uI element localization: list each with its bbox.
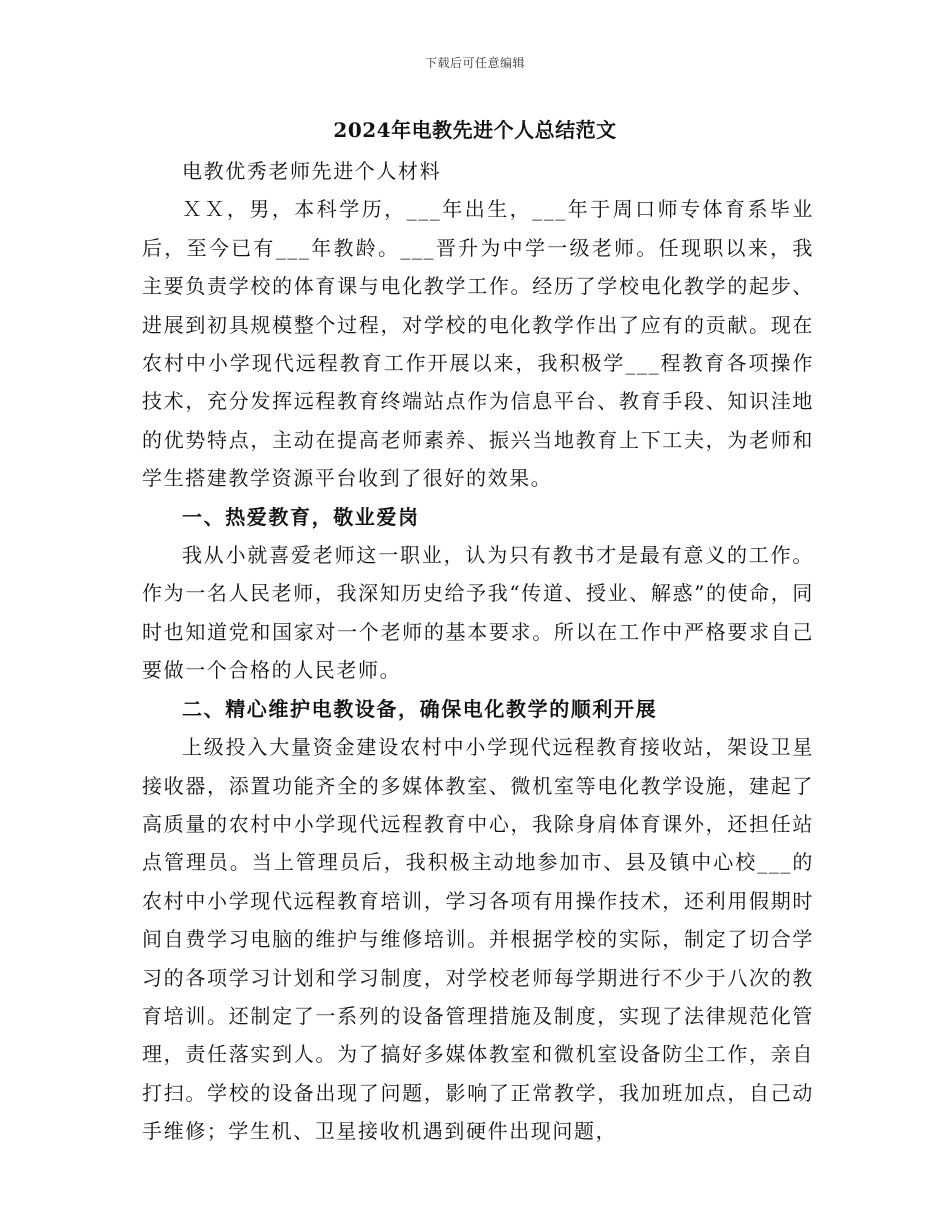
header-note: 下载后可任意编辑	[424, 56, 525, 70]
paragraph-subtitle: 电教优秀老师先进个人材料	[182, 159, 442, 183]
section-heading-1: 一、热爱教育，敬业爱岗	[182, 504, 420, 529]
paragraph-section-2: 上级投入大量资金建设农村中小学现代远程教育接收站，架设卫星接收器，添置功能齐全的多媒体教室、微机室等电化教学设施，建起了高质量的农村中小学现代远程教育中心，我除身肩体育课外，还担任站点管理员。当上管理员后，我积极主动地参加市、县及镇中心校___的农村中小学现代远程教育培训，学习各项有用操作技术，还利用假期时间自费学习电脑的维护与维修培训。并根据学校的实际，制定了切合学习的各项学习计划和学习制度，对学校老师每学期进行不少于八次的教育培训。还制定了一系列的设备管理措施及制度，实现了法律规范化管理，责任落实到人。为了搞好多媒体教室和微机室设备防尘工作，亲自打扫。学校的设备出现了问题，影响了正常教学，我加班加点，自己动手维修；学生机、卫星接收机遇到硬件出现问题，	[142, 735, 814, 1144]
document-body	[142, 152, 814, 1151]
paragraph-intro: ＸＸ，男，本科学历，___年出生，___年于周口师专体育系毕业后，至今已有___年教龄。___晋升为中学一级老师。任现职以来，我主要负责学校的体育课与电化教学工作。经历了学校电化教学的起步、进展到初具规模整个过程，对学校的电化教学作出了应有的贡献。现在农村中小学现代远程教育工作开展以来，我积极学___程教育各项操作技术，充分发挥远程教育终端站点作为信息平台、教育手段、知识洼地的优势特点，主动在提高老师素养、振兴当地教育上下工夫，为老师和学生搭建教学资源平台收到了很好的效果。	[142, 197, 814, 491]
section-heading-2: 二、精心维护电教设备，确保电化教学的顺利开展	[182, 696, 658, 721]
document-title: 2024年电教先进个人总结范文	[333, 118, 617, 142]
paragraph-section-1: 我从小就喜爱老师这一职业，认为只有教书才是最有意义的工作。作为一名人民老师，我深知历史给予我“传道、授业、解惑”的使命，同时也知道党和国家对一个老师的基本要求。所以在工作中严格要求自己要做一个合格的人民老师。	[142, 543, 814, 683]
